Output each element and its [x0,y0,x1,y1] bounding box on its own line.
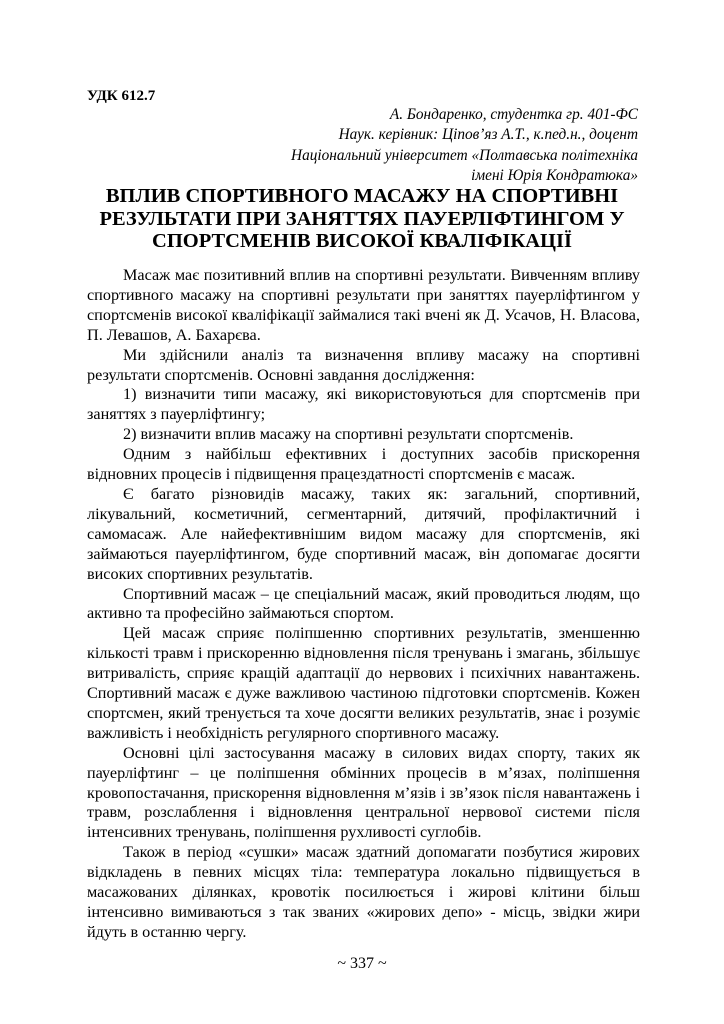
paragraph: Одним з найбільш ефективних і доступних засобів прискорення відновних процесів і підвищення працездатності спортсменів є масаж. [87,445,640,484]
paragraph: Є багато різновидів масажу, таких як: загальний, спортивний, лікувальний, косметичний, сегментарний, дитячий, профілактичний і самомасаж. Але найефективнішим видом масажу для спортсменів, які займаються пауерліфтингом, буде спортивний масаж, він допомагає досягти високих спортивних результатів. [87,484,640,583]
author-block [291,105,638,186]
paragraph: Цей масаж сприяє поліпшенню спортивних результатів, зменшенню кількості травм і прискоренню відновлення після тренувань і змагань, збільшує витривалість, сприяє кращій адаптації до нервових і психічних навантажень. Спортивний масаж є дуже важливою частиною підготовки спортсменів. Кожен спортсмен, який тренується та хоче досягти великих результатів, знає і розуміє важливість і необхідність регулярного спортивного масажу. [87,624,640,742]
udk-code: УДК 612.7 [87,88,156,104]
article-title: ВПЛИВ СПОРТИВНОГО МАСАЖУ НА СПОРТИВНІ РЕЗУЛЬТАТИ ПРИ ЗАНЯТТЯХ ПАУЕРЛІФТИНГОМ У СПОРТСМЕНІВ ВИСОКОЇ КВАЛІФІКАЦІЇ [99,185,625,252]
university-cont: імені Юрія Кондратюка» [471,166,638,184]
list-item: 1) визначити типи масажу, які використовуються для спортсменів при заняттях з пауерліфтингу; [87,385,640,424]
paragraph: Масаж має позитивний вплив на спортивні результати. Вивченням впливу спортивного масажу на спортивні результати при заняттях пауерліфтингом у спортсменів високої кваліфікації займалися такі вчені як Д. Усачов, Н. Власова, П. Левашов, А. Бахарєва. [87,266,640,344]
paragraph: Також в період «сушки» масаж здатний допомагати позбутися жирових відкладень в певних місцях тіла: температура локально підвищується в масажованих ділянках, кровотік посилюється і жирові клітини більш інтенсивно вимиваються з так званих «жирових депо» - місць, звідки жири йдуть в останню чергу. [87,843,640,941]
paragraph: Ми здійснили аналіз та визначення впливу масажу на спортивні результати спортсменів. Основні завдання дослідження: [87,345,640,384]
article-body [87,266,640,943]
page-number: ~ 337 ~ [337,955,387,972]
supervisor: Наук. керівник: Ціпов’яз А.Т., к.пед.н., доцент [338,126,638,144]
list-item: 2) визначити вплив масажу на спортивні результати спортсменів. [123,425,574,444]
paragraph: Спортивний масаж – це спеціальний масаж, який проводиться людям, що активно та професійно займаються спортом. [87,584,640,623]
university: Національний університет «Полтавська політехніка [291,146,638,164]
paragraph: Основні цілі застосування масажу в силових видах спорту, таких як пауерліфтинг – це поліпшення обмінних процесів в м’язах, поліпшення кровопостачання, прискорення відновлення м’язів і зв’язок після навантажень і травм, розслаблення і відновлення центральної нервової системи після інтенсивних тренувань, поліпшення рухливості суглобів. [87,743,640,842]
author-name: А. Бондаренко, студентка гр. 401-ФС [389,106,638,123]
